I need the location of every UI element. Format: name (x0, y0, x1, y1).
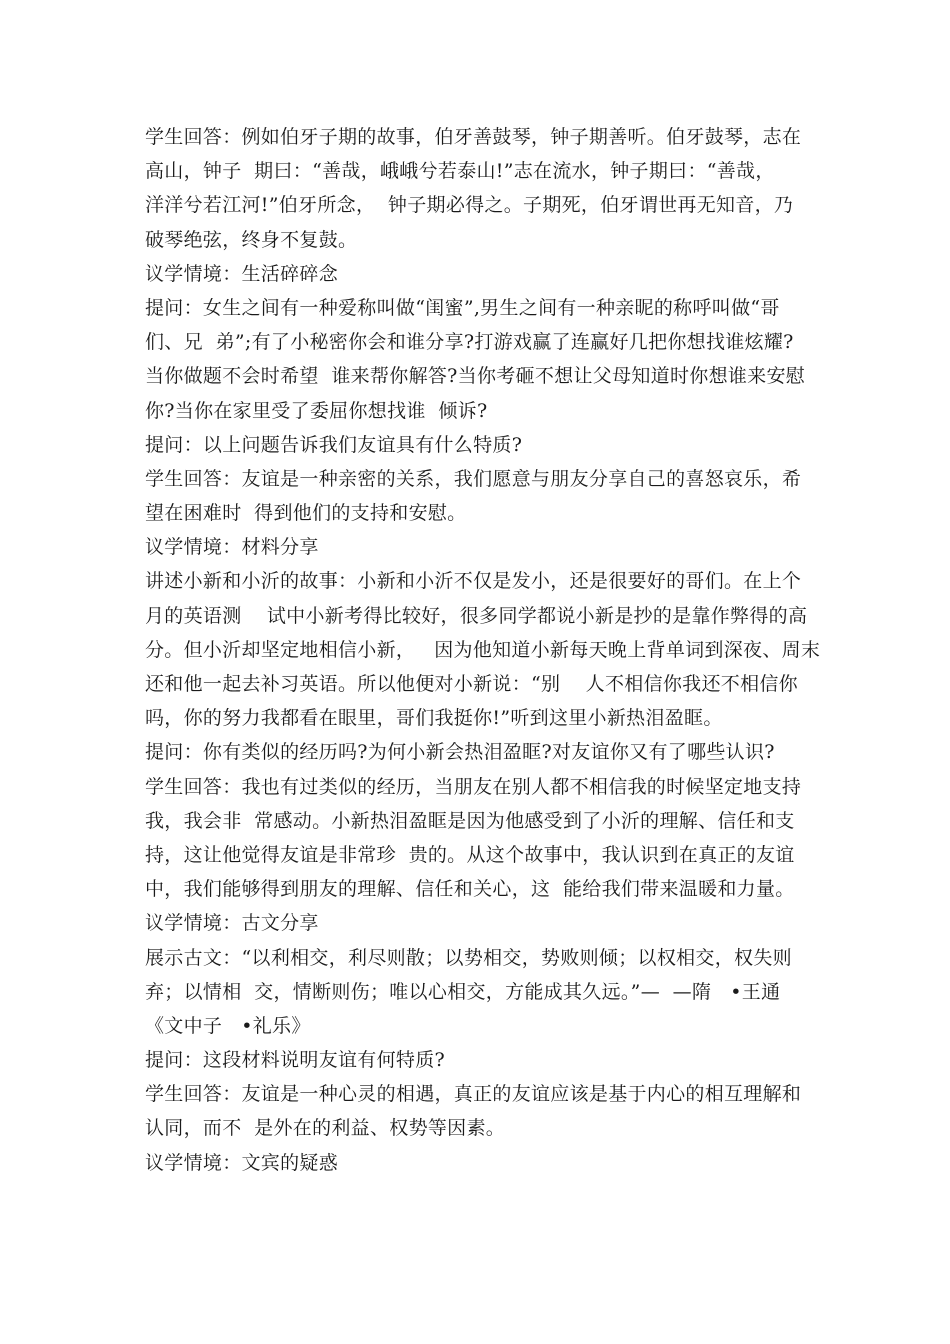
text-line: 学生回答：友谊是一种亲密的关系，我们愿意与朋友分享自己的喜怒哀乐，希 (145, 467, 802, 490)
section-heading: 议学情境：文宾的疑惑 (145, 1151, 339, 1174)
document-body (145, 120, 825, 1180)
text-line: 弃；以情相 交，情断则伤；唯以心相交，方能成其久远。”— —隋 •王通 (145, 980, 781, 1003)
text-line: 中，我们能够得到朋友的理解、信任和关心，这 能给我们带来温暖和力量。 (145, 878, 795, 901)
text-line: 提问：这段材料说明友谊有何特质? (145, 1049, 445, 1072)
text-line: 《文中子 •礼乐》 (145, 1014, 311, 1037)
text-line: 学生回答：例如伯牙子期的故事，伯牙善鼓琴，钟子期善听。伯牙鼓琴，志在 (145, 126, 802, 148)
text-line: 认同，而不 是外在的利益、权势等因素。 (145, 1117, 506, 1140)
text-line: 提问：女生之间有一种爱称叫做“闺蜜”,男生之间有一种亲昵的称呼叫做“哥 (145, 296, 780, 319)
text-line: 你?当你在家里受了委屈你想找谁 倾诉? (145, 399, 488, 422)
section-heading: 议学情境：生活碎碎念 (145, 262, 339, 285)
text-line: 提问：以上问题告诉我们友谊具有什么特质? (145, 433, 523, 456)
text-line: 持，这让他觉得友谊是非常珍 贵的。从这个故事中，我认识到在真正的友谊 (145, 843, 795, 866)
text-line: 提问：你有类似的经历吗?为何小新会热泪盈眶?对友谊你又有了哪些认识? (145, 741, 775, 764)
text-line: 展示古文：“以利相交，利尽则散；以势相交，势败则倾；以权相交，权失则 (145, 946, 792, 969)
text-line: 们、兄 弟”;有了小秘密你会和谁分享?打游戏赢了连赢好几把你想找谁炫耀? (145, 331, 794, 354)
text-line: 还和他一起去补习英语。所以他便对小新说：“别 人不相信你我还不相信你 (145, 673, 798, 695)
text-line: 吗，你的努力我都看在眼里，哥们我挺你!”听到这里小新热泪盈眶。 (145, 707, 723, 730)
text-line: 破琴绝弦，终身不复鼓。 (145, 228, 358, 251)
text-line: 我，我会非 常感动。小新热泪盈眶是因为他感受到了小沂的理解、信任和支 (145, 809, 795, 832)
text-line: 高山，钟子 期曰：“善哉，峨峨兮若泰山!”志在流水，钟子期曰：“善哉， (145, 160, 775, 183)
section-heading: 议学情境：材料分享 (145, 536, 319, 559)
text-line: 月的英语测 试中小新考得比较好，很多同学都说小新是抄的是靠作弊得的高 (145, 604, 808, 627)
section-heading: 议学情境：古文分享 (145, 912, 319, 935)
text-line: 学生回答：友谊是一种心灵的相遇，真正的友谊应该是基于内心的相互理解和 (145, 1083, 802, 1106)
text-line: 讲述小新和小沂的故事：小新和小沂不仅是发小，还是很要好的哥们。在上个 (145, 570, 802, 593)
text-line: 望在困难时 得到他们的支持和安慰。 (145, 502, 467, 525)
text-line: 分。但小沂却坚定地相信小新， 因为他知道小新每天晚上背单词到深夜、周末 (145, 638, 821, 661)
text-line: 当你做题不会时希望 谁来帮你解答?当你考砸不想让父母知道时你想谁来安慰 (145, 365, 806, 388)
text-line: 学生回答：我也有过类似的经历，当朋友在别人都不相信我的时候坚定地支持 (145, 775, 802, 798)
text-line: 洋洋兮若江河!”伯牙所念， 钟子期必得之。子期死，伯牙谓世再无知音，乃 (145, 194, 794, 217)
